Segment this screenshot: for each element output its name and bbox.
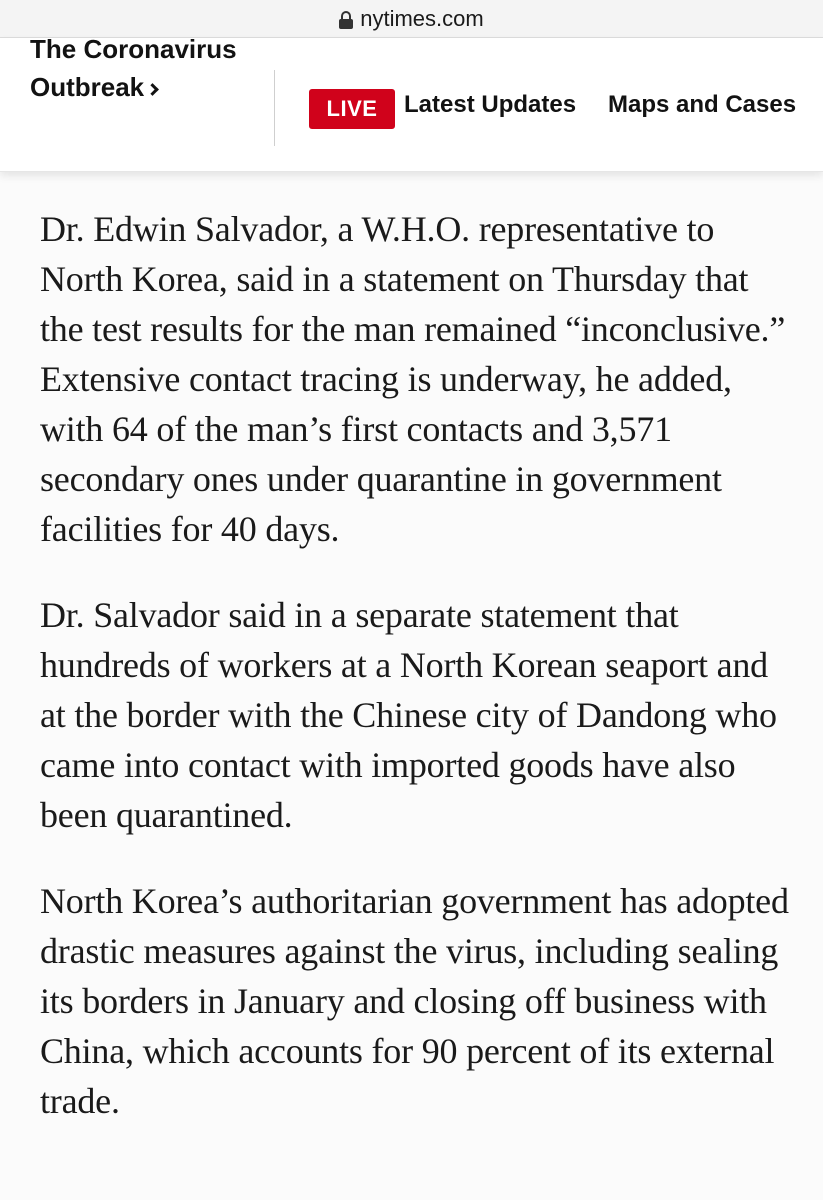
url-text[interactable]: nytimes.com <box>360 5 484 31</box>
section-title-link[interactable] <box>30 30 270 106</box>
nav-divider <box>274 70 275 146</box>
chevron-right-icon <box>146 83 159 96</box>
section-navbar <box>0 34 823 172</box>
article-body <box>0 204 823 1126</box>
article-paragraph: North Korea’s authoritarian government has adopted drastic measures against the virus, including sealing its borders in January and closing off business with China, which accounts for 90 percent of its external trade. <box>40 881 789 1121</box>
live-badge[interactable]: LIVE <box>309 89 395 129</box>
latest-updates-link[interactable]: Latest Updates <box>404 91 577 118</box>
article-paragraph: Dr. Salvador said in a separate statement that hundreds of workers at a North Korean seaport and at the border with the Chinese city of Dandong who came into contact with imported goods have also been quarantined. <box>40 595 777 835</box>
article-paragraph: Dr. Edwin Salvador, a W.H.O. representative to North Korea, said in a statement on Thursday that the test results for the man remained “inconclusive.” Extensive contact tracing is underway, he added, with 64 of the man’s first contacts and 3,571 secondary ones under quarantine in government facilities for 40 days. <box>40 209 786 549</box>
section-title-line1: The Coronavirus <box>30 34 237 64</box>
section-title-line2: Outbreak <box>30 72 145 102</box>
maps-and-cases-link[interactable]: Maps and Cases <box>608 91 797 118</box>
